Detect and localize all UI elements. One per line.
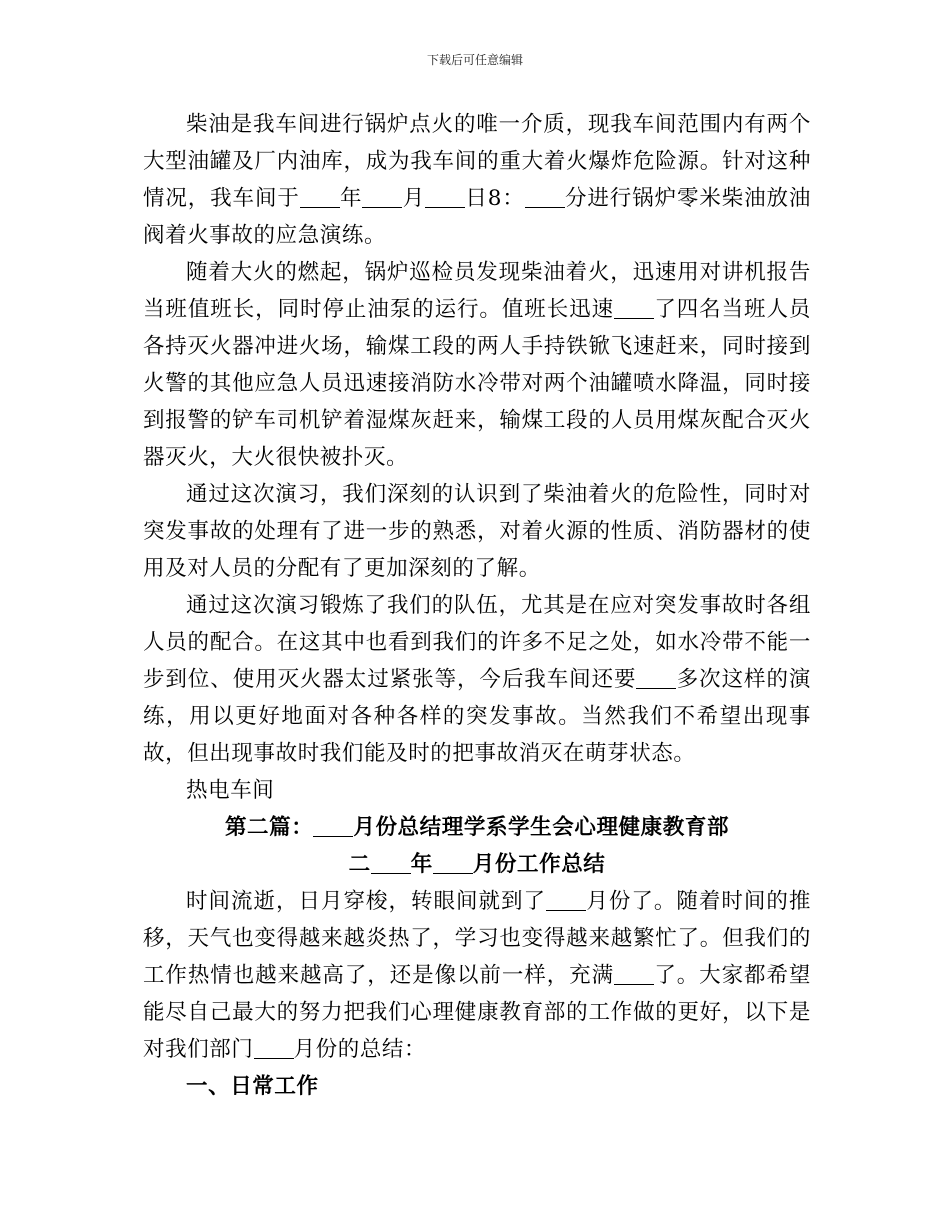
paragraph-team-training [143,587,811,772]
blank-line [636,666,676,689]
text: 通过这次演习锻炼了我们的队伍，尤其是在应对突发事故时各组人员的配合。在这其中也看到我们的许多不足之处，如水冷带不能一步到位、使用灭火器太过紧张等，今后我车间还要 [143,593,811,692]
page-header: 下载后可任意编辑 [426,53,523,67]
text: 随着大火的燃起，锅炉巡检员发现柴油着火，迅速用对讲机报告当班值班长，同时停止油泵的运行。值班长迅速 [143,260,811,322]
paragraph-fire-response [143,254,811,476]
blank-line [371,851,411,874]
signature: 热电车间 [186,778,275,803]
text: 了四名当班人员各持灭火器冲进火场，输煤工段的两人手持铁锨飞速赶来，同时接到火警的其他应急人员迅速接消防水冷带对两个油罐喷水降温，同时接到报警的铲车司机铲着湿煤灰赶来，输煤工段的人员用煤灰配合灭火器灭火，大火很快被扑灭。 [143,297,811,470]
text: 时间流逝，日月穿梭，转眼间就到了 [186,889,546,914]
document-body [143,106,811,1105]
blank-line [254,1036,294,1059]
blank-line [362,185,402,208]
section-heading-daily-work: 一、日常工作 [186,1074,319,1099]
text: 月份总结理学系学生会心理健康教育部 [353,815,730,840]
blank-line [433,851,473,874]
blank-line [425,185,465,208]
text: 多次这样的演练，用以更好地面对各种各样的突发事故。当然我们不希望出现事故，但出现事故时我们能及时的把事故消灭在萌芽状态。 [143,667,811,766]
text: 月 [402,186,426,211]
section-subtitle [143,846,811,883]
blank-line [300,185,340,208]
blank-line [313,814,353,837]
section-title [143,809,811,846]
blank-line [614,962,654,985]
text: 月份工作总结 [472,852,606,877]
paragraph-monthly-intro [143,883,811,1068]
paragraph-lessons: 通过这次演习，我们深刻的认识到了柴油着火的危险性，同时对突发事故的处理有了进一步的熟悉，对着火源的性质、消防器材的使用及对人员的分配有了更加深刻的了解。 [143,482,811,581]
text: 年 [339,186,363,211]
text: 二 [348,852,371,877]
blank-line [614,296,654,319]
text: 分进行锅炉零米柴油放油阀着火事故的应急演练。 [143,186,812,248]
blank-line [546,888,586,911]
text: 月份的总结： [293,1037,427,1062]
text: 月份了。随着时间的推移，天气也变得越来越炎热了，学习也变得越来越繁忙了。但我们的工作热情也越来越高了，还是像以前一样，充满 [143,889,811,988]
blank-line [525,185,565,208]
text: 了。大家都希望能尽自己最大的努力把我们心理健康教育部的工作做的更好，以下是对我们部门 [143,963,811,1062]
text: 日8： [465,186,525,211]
paragraph-drill-intro [143,106,811,254]
text: 第二篇： [224,815,314,840]
text: 柴油是我车间进行锅炉点火的唯一介质，现我车间范围内有两个大型油罐及厂内油库，成为我车间的重大着火爆炸危险源。针对这种情况，我车间于 [143,112,811,211]
text: 年 [410,852,433,877]
